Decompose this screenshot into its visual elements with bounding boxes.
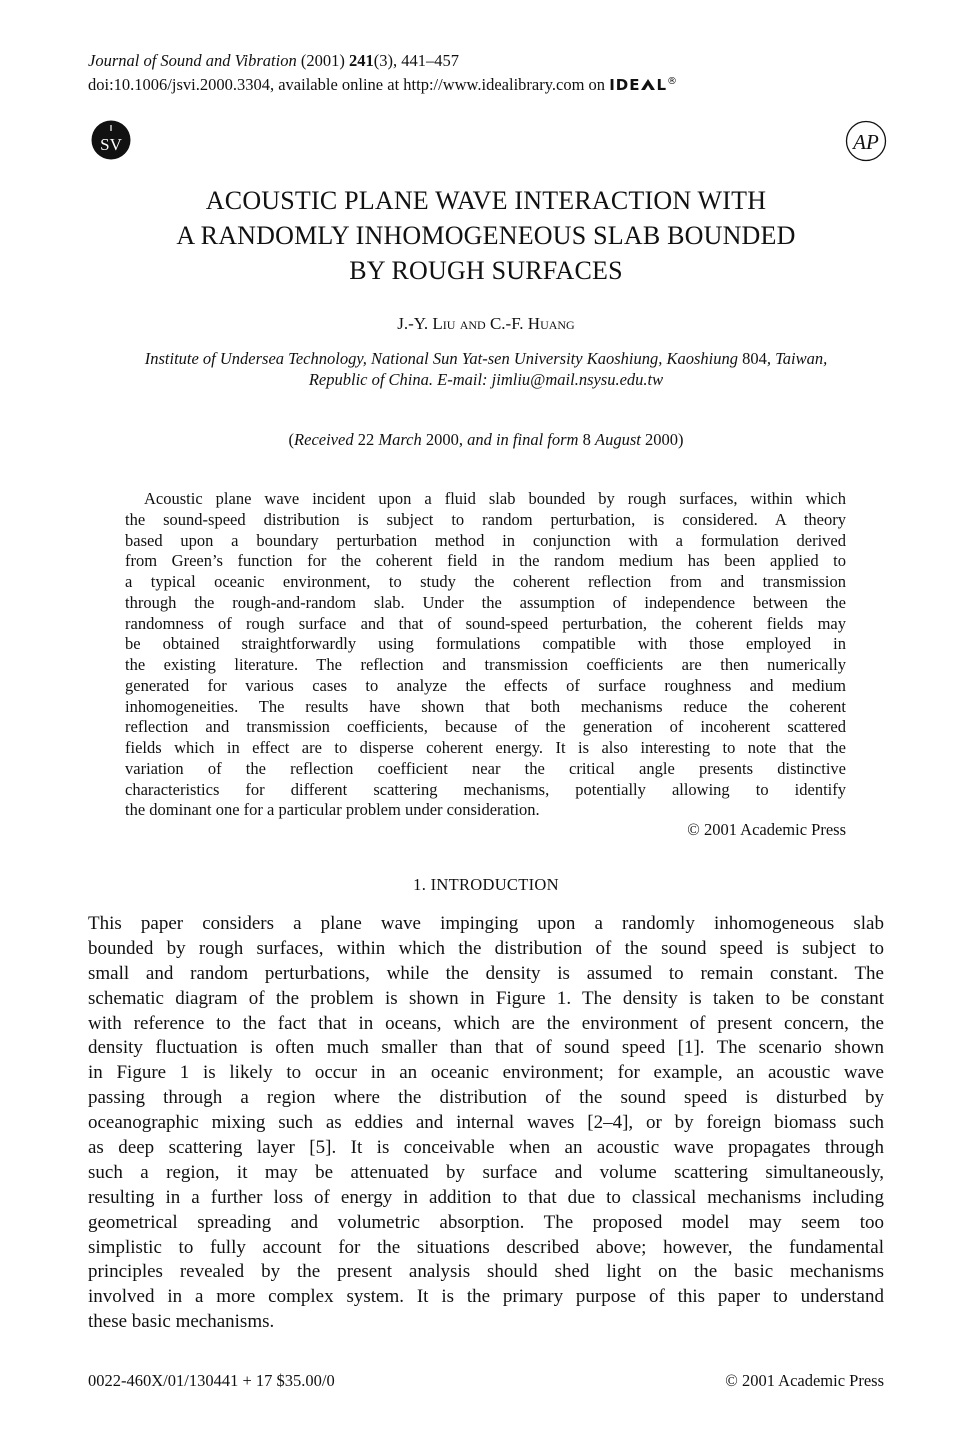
introduction-body (88, 912, 884, 1335)
body-line: oceanographic mixing such as eddies and internal waves [2–4], or by foreign biomass such (88, 1112, 884, 1134)
body-line: geometrical spreading and volumetric absorption. The proposed model may seem too (88, 1211, 884, 1233)
paper-title (88, 183, 884, 288)
received-year: 2000, (421, 430, 468, 449)
body-line: involved in a more complex system. It is the primary purpose of this paper to understand (88, 1286, 884, 1308)
abstract-line: variation of the reflection coefficient near the critical angle presents distinctive (125, 758, 846, 778)
abstract-line: fields which in effect are to disperse coherent energy. It is also interesting to note that the (125, 738, 846, 757)
final-year: 2000) (640, 430, 684, 449)
abstract-line: the dominant one for a particular problem under consideration. (125, 800, 540, 820)
body-line: as deep scattering layer [5]. It is conceivable when an acoustic wave propagates through (88, 1137, 884, 1159)
abstract (125, 489, 846, 821)
body-line: density fluctuation is often much smaller than that of sound speed [1]. The scenario shown (88, 1037, 884, 1059)
journal-doi-line (88, 71, 678, 96)
body-line: simplistic to fully account for the situations described above; however, the fundamental (88, 1236, 884, 1258)
footer-issn: 0022-460X/01/130441 + 17 $35.00/0 (88, 1371, 335, 1390)
ideal-logo-head: IDE (609, 76, 641, 94)
affiliation-line-2: Republic of China. E-mail: jimliu@mail.nsysu.edu.tw (308, 370, 664, 389)
author-2-rest: uang (540, 314, 575, 333)
received-day: 22 (353, 430, 379, 449)
final-form-label: and in final form (467, 430, 579, 449)
abstract-line: through the rough-and-random slab. Under the assumption of independence between the (125, 592, 846, 612)
author-1-rest: iu (442, 314, 456, 333)
ideal-logo-tail: L (656, 76, 668, 94)
authors (88, 314, 884, 334)
abstract-line: the existing literature. The reflection and transmission coefficients are then numerically (125, 655, 846, 674)
sv-seal-text: SV (100, 135, 122, 154)
received-dates (88, 430, 884, 450)
abstract-line: inhomogeneities. The results have shown that both mechanisms reduce the coherent (125, 696, 846, 716)
body-line: these basic mechanisms. (88, 1311, 275, 1333)
academic-press-logo-icon (845, 120, 887, 162)
journal-year: (2001) (296, 51, 349, 70)
body-line: resulting in a further loss of energy in addition to that due to classical mechanisms including (88, 1186, 884, 1208)
affiliation-institute: Institute of Undersea Technology, National Sun Yat-sen University Kaoshiung, Kaoshiung (144, 349, 743, 368)
abstract-copyright: © 2001 Academic Press (687, 820, 846, 839)
affiliation-line-1 (88, 348, 884, 369)
title-line-3: BY ROUGH SURFACES (349, 256, 623, 285)
abstract-line: the sound-speed distribution is subject to random perturbation, is considered. A theory (125, 509, 846, 529)
journal-issue-pages: (3), 441–457 (373, 51, 459, 70)
abstract-line: from Green’s function for the coherent field in the random medium has been applied to (125, 551, 846, 571)
affiliation-postcode: 804 (742, 349, 767, 368)
journal-citation (88, 50, 678, 71)
footer-copyright: © 2001 Academic Press (725, 1371, 884, 1390)
author-1-initial: J.-Y. L (397, 314, 443, 333)
journal-name: Journal of Sound and Vibration (88, 51, 297, 70)
received-open: ( (288, 430, 295, 449)
final-month: August (594, 430, 641, 449)
body-line: principles revealed by the present analysis should shed light on the basic mechanisms (88, 1261, 884, 1283)
journal-header (88, 50, 678, 96)
journal-volume: 241 (348, 51, 374, 70)
ideal-logo-icon (609, 71, 678, 96)
doi-text: doi:10.1006/jsvi.2000.3304, available online at http://www.idealibrary.com on (88, 75, 610, 94)
title-line-1: ACOUSTIC PLANE WAVE INTERACTION WITH (205, 186, 767, 215)
affiliation-country: , Taiwan, (766, 349, 828, 368)
ap-logo-text: AP (853, 130, 879, 154)
abstract-line: randomness of rough surface and that of sound-speed perturbation, the coherent fields may (125, 613, 846, 633)
sv-seal-icon (91, 120, 131, 160)
abstract-line: a typical oceanic environment, to study the coherent reflection from and transmission (125, 572, 846, 591)
final-day: 8 (578, 430, 595, 449)
ideal-arrow-icon (640, 77, 656, 91)
body-line: schematic diagram of the problem is shown in Figure 1. The density is taken to be constant (88, 987, 884, 1009)
authors-and: and (455, 314, 490, 333)
abstract-line: characteristics for different scattering mechanisms, potentially allowing to identify (125, 779, 846, 799)
body-line: small and random perturbations, while the density is assumed to remain constant. The (88, 962, 884, 984)
body-line: such a region, it may be attenuated by surface and volume scattering simultaneously, (88, 1161, 884, 1183)
received-month: March (378, 430, 422, 449)
body-line: This paper considers a plane wave impinging upon a randomly inhomogeneous slab (88, 913, 884, 934)
body-line: passing through a region where the distribution of the sound speed is disturbed by (88, 1087, 884, 1109)
abstract-line: Acoustic plane wave incident upon a fluid slab bounded by rough surfaces, within which (144, 489, 846, 508)
body-line: bounded by rough surfaces, within which the distribution of the sound speed is subject to (88, 937, 884, 959)
title-line-2: A RANDOMLY INHOMOGENEOUS SLAB BOUNDED (176, 221, 796, 250)
received-label: Received (294, 430, 354, 449)
abstract-line: based upon a boundary perturbation method in conjunction with a formulation derived (125, 530, 846, 550)
section-heading-introduction: 1. INTRODUCTION (413, 875, 559, 894)
affiliation (88, 348, 884, 390)
body-line: in Figure 1 is likely to occur in an oceanic environment; for example, an acoustic wave (88, 1062, 884, 1084)
body-line: with reference to the fact that in oceans, which are the environment of present concern, the (88, 1012, 884, 1034)
abstract-line: reflection and transmission coefficients, because of the generation of incoherent scattered (125, 717, 846, 737)
abstract-line: be obtained straightforwardly using formulations compatible with those employed in (125, 634, 846, 654)
author-2-initial: C.-F. H (489, 314, 541, 333)
abstract-line: generated for various cases to analyze the effects of surface roughness and medium (125, 675, 846, 695)
registered-mark: ® (667, 76, 679, 87)
